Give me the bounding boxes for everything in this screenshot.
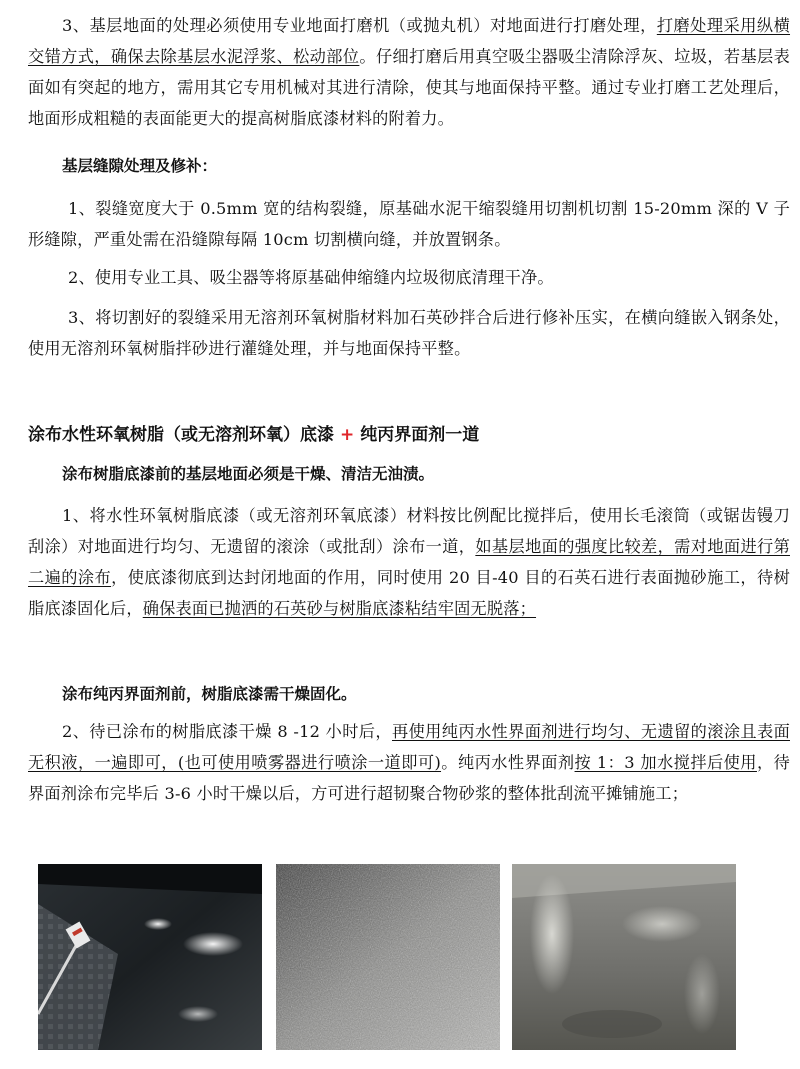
roller-primer-photo <box>38 864 262 1050</box>
primer-precondition: 涂布树脂底漆前的基层地面必须是干燥、清洁无油渍。 <box>62 465 435 483</box>
primer-step-1: 1、将水性环氧树脂底漆（或无溶剂环氧底漆）材料按比例配比搅拌后，使用长毛滚筒（或锯齿镘刀刮涂）对地面进行均匀、无遗留的滚涂（或批刮）涂布一道，如基层地面的强度比较差，需对地面进行第二遍的涂布，使底漆彻底到达封闭地面的作用，同时使用 20 目-40 目的石英石进行表面抛砂施工，待树脂底漆固化后，确保表面已抛洒的石英砂与树脂底漆粘结牢固无脱落； <box>28 506 790 618</box>
acrylic-precondition: 涂布纯丙界面剂前，树脂底漆需干燥固化。 <box>62 685 357 703</box>
sealed-floor-photo <box>512 864 736 1050</box>
primer-step-2: 2、待已涂布的树脂底漆干燥 8 -12 小时后，再使用纯丙水性界面剂进行均匀、无遗留的滚涂且表面无积液，一遍即可，(也可使用喷雾器进行喷涂一道即可)。纯丙水性界面剂按 1：3 加水搅拌后使用，待界面剂涂布完毕后 3-6 小时干燥以后，方可进行超韧聚合物砂浆的整体批刮流平摊铺施工； <box>28 722 790 803</box>
plus-sign: + <box>340 425 355 445</box>
quartz-sand-surface-photo <box>276 864 500 1050</box>
grinding-paragraph: 3、基层地面的处理必须使用专业地面打磨机（或抛丸机）对地面进行打磨处理，打磨处理采用纵横交错方式，确保去除基层水泥浮浆、松动部位。仔细打磨后用真空吸尘器吸尘清除浮灰、垃圾，若基层表面如有突起的地方，需用其它专用机械对其进行清除，使其与地面保持平整。通过专业打磨工艺处理后，地面形成粗糙的表面能更大的提高树脂底漆材料的附着力。 <box>28 16 791 128</box>
section-heading: 涂布水性环氧树脂（或无溶剂环氧）底漆 + 纯丙界面剂一道 <box>28 425 480 445</box>
crack-repair-title: 基层缝隙处理及修补： <box>62 157 218 175</box>
crack-step-1: 1、裂缝宽度大于 0.5mm 宽的结构裂缝，原基础水泥干缩裂缝用切割机切割 15-20mm 深的 V 子形缝隙，严重处需在沿缝隙每隔 10cm 切割横向缝，并放置钢条。 <box>28 199 790 249</box>
crack-step-3: 3、将切割好的裂缝采用无溶剂环氧树脂材料加石英砂拌合后进行修补压实，在横向缝嵌入钢条处，使用无溶剂环氧树脂拌砂进行灌缝处理，并与地面保持平整。 <box>28 308 790 358</box>
crack-step-2: 2、使用专业工具、吸尘器等将原基础伸缩缝内垃圾彻底清理干净。 <box>68 268 554 287</box>
